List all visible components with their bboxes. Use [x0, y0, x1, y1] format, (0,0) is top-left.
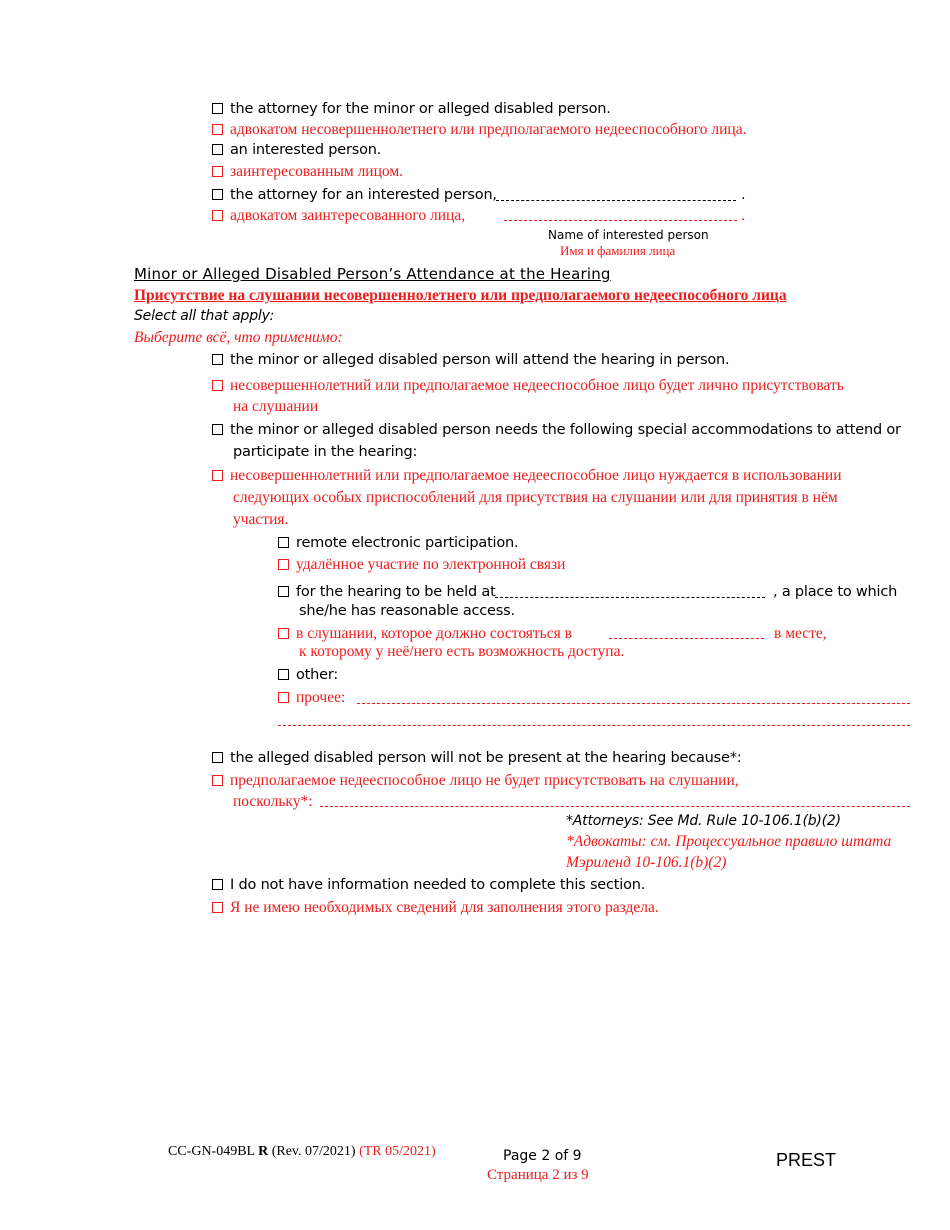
checkbox-place[interactable]	[278, 586, 289, 597]
checkbox-interested-person-ru[interactable]	[212, 166, 223, 177]
checkbox-no-info-ru[interactable]	[212, 902, 223, 913]
interested-person-name-field[interactable]	[496, 200, 736, 201]
other-field-line-1[interactable]	[357, 703, 910, 704]
option-interested-attorney-ru: адвокатом заинтересованного лица,	[212, 207, 465, 225]
page-number: Page 2 of 9	[503, 1148, 582, 1164]
interested-person-name-field-ru[interactable]	[504, 220, 737, 221]
option-not-present-ru: предполагаемое недееспособное лицо не будет присутствовать на слушании,	[212, 772, 739, 790]
attorney-note-ru-cont: Мэриленд 10-106.1(b)(2)	[566, 854, 727, 871]
name-label: Name of interested person	[548, 228, 709, 242]
option-interested-attorney: the attorney for an interested person,	[212, 187, 497, 203]
attorney-note: *Attorneys: See Md. Rule 10-106.1(b)(2)	[566, 813, 841, 829]
form-code: CC-GN-049BL R (Rev. 07/2021) (TR 05/2021)	[168, 1144, 436, 1159]
option-minor-attorney-ru: адвокатом несовершеннолетнего или предполагаемого недееспособного лица.	[212, 121, 746, 139]
checkbox-other-ru[interactable]	[278, 692, 289, 703]
checkbox-remote[interactable]	[278, 537, 289, 548]
option-in-person-ru-cont: на слушании	[233, 398, 319, 415]
checkbox-other[interactable]	[278, 669, 289, 680]
option-remote-ru: удалённое участие по электронной связи	[278, 556, 565, 574]
attorney-note-ru: *Адвокаты: см. Процессуальное правило штата	[566, 833, 892, 850]
checkbox-not-present[interactable]	[212, 752, 223, 763]
checkbox-accommodations-ru[interactable]	[212, 470, 223, 481]
option-place-ru-cont-2: к которому у неё/него есть возможность доступа.	[299, 643, 625, 660]
option-no-info: I do not have information needed to complete this section.	[212, 877, 645, 893]
place-field[interactable]	[495, 597, 765, 598]
option-accommodations-ru: несовершеннолетний или предполагаемое недееспособное лицо нуждается в использовании	[212, 467, 842, 485]
option-remote: remote electronic participation.	[278, 535, 518, 551]
place-field-ru[interactable]	[609, 638, 764, 639]
select-instruction-ru: Выберите всё, что применимо:	[134, 329, 343, 346]
option-accommodations-cont: participate in the hearing:	[233, 444, 418, 460]
checkbox-interested-attorney-ru[interactable]	[212, 210, 223, 221]
section-heading: Minor or Alleged Disabled Person’s Attendance at the Hearing	[134, 265, 611, 283]
option-accommodations-ru-cont-1: следующих особых приспособлений для присутствия на слушании или для принятия в нём	[233, 489, 838, 506]
period-en: .	[741, 187, 746, 203]
period-ru: .	[741, 207, 745, 224]
checkbox-accommodations[interactable]	[212, 424, 223, 435]
option-no-info-ru: Я не имею необходимых сведений для заполнения этого раздела.	[212, 899, 659, 917]
checkbox-interested-person[interactable]	[212, 144, 223, 155]
option-not-present-ru-cont: поскольку*:	[233, 793, 313, 810]
checkbox-in-person[interactable]	[212, 354, 223, 365]
option-accommodations-ru-cont-2: участия.	[233, 511, 289, 528]
other-field-line-2[interactable]	[278, 725, 910, 726]
option-accommodations: the minor or alleged disabled person needs the following special accommodations to attend or	[212, 422, 901, 438]
option-place: for the hearing to be held at	[278, 584, 496, 600]
checkbox-interested-attorney[interactable]	[212, 189, 223, 200]
checkbox-no-info[interactable]	[212, 879, 223, 890]
option-interested-person: an interested person.	[212, 142, 381, 158]
not-present-reason-field[interactable]	[320, 806, 910, 807]
page-number-ru: Страница 2 из 9	[487, 1167, 589, 1183]
checkbox-minor-attorney-ru[interactable]	[212, 124, 223, 135]
option-place-cont: , a place to which	[773, 584, 898, 600]
checkbox-remote-ru[interactable]	[278, 559, 289, 570]
name-label-ru: Имя и фамилия лица	[560, 243, 676, 258]
checkbox-place-ru[interactable]	[278, 628, 289, 639]
select-instruction: Select all that apply:	[134, 308, 275, 324]
option-other-ru: прочее:	[278, 689, 345, 707]
option-interested-person-ru: заинтересованным лицом.	[212, 163, 403, 181]
checkbox-not-present-ru[interactable]	[212, 775, 223, 786]
section-heading-ru: Присутствие на слушании несовершеннолетнего или предполагаемого недееспособного лица	[134, 287, 787, 304]
option-place-ru: в слушании, которое должно состояться в	[278, 625, 572, 643]
prest-label: PREST	[776, 1150, 837, 1170]
option-other: other:	[278, 667, 338, 683]
checkbox-minor-attorney[interactable]	[212, 103, 223, 114]
option-in-person: the minor or alleged disabled person will attend the hearing in person.	[212, 352, 729, 368]
option-minor-attorney: the attorney for the minor or alleged disabled person.	[212, 101, 611, 117]
checkbox-in-person-ru[interactable]	[212, 380, 223, 391]
option-place-ru-cont: в месте,	[774, 625, 827, 642]
option-in-person-ru: несовершеннолетний или предполагаемое недееспособное лицо будет лично присутствовать	[212, 377, 844, 395]
option-not-present: the alleged disabled person will not be present at the hearing because*:	[212, 750, 742, 766]
option-place-cont-2: she/he has reasonable access.	[299, 603, 515, 619]
